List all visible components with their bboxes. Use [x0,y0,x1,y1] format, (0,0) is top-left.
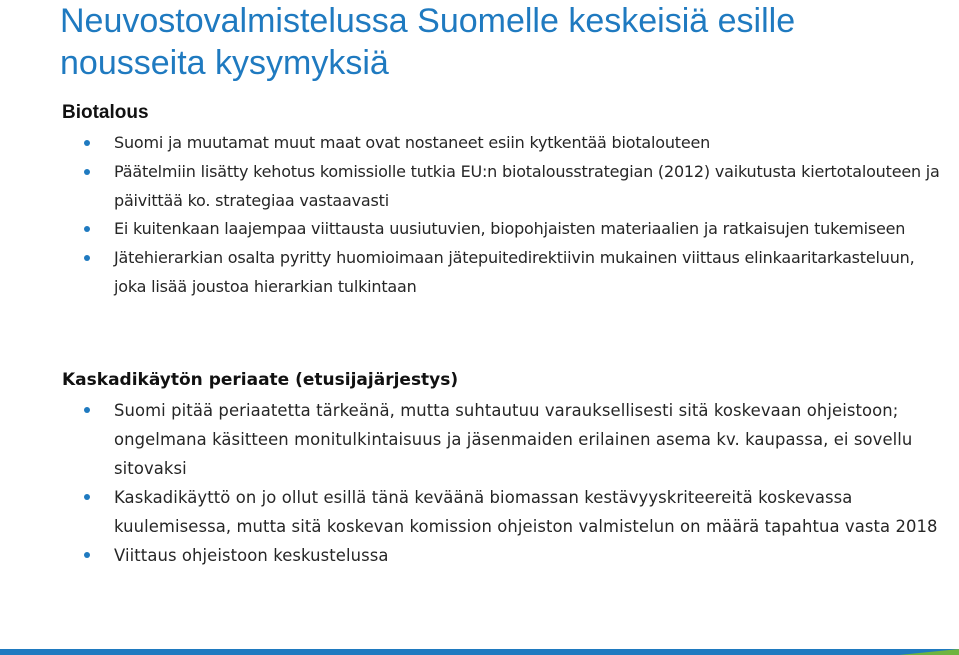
bullet-list [62,396,942,570]
list-item [62,244,942,302]
list-item [62,215,942,244]
bullet-dot-icon [84,552,90,558]
bullet-text: Jätehierarkian osalta pyritty huomioimaan jätepuitedirektiivin mukainen viittaus elinkaaritarkasteluun, joka lisää joustoa hierarkian tulkintaan [114,248,915,296]
bullet-dot-icon [84,494,90,500]
section-heading: Biotalous [62,102,149,123]
section-kaskadikaytto [62,367,942,570]
section-biotalous [62,100,942,302]
bullet-text: Viittaus ohjeistoon keskustelussa [114,546,389,565]
bullet-text: Suomi ja muutamat muut maat ovat nostaneet esiin kytkentää biotalouteen [114,133,711,152]
section-heading: Kaskadikäytön periaate (etusijajärjestys) [62,370,459,390]
bullet-text: Suomi pitää periaatetta tärkeänä, mutta suhtautuu varauksellisesti sitä koskevaan ohjeistoon; ongelmana käsitteen monitulkintaisuus ja jäsenmaiden erilainen asema kv. kaupassa, ei sovellu sitovaksi [114,401,913,478]
list-item [62,129,942,158]
list-item [62,483,942,541]
bullet-text: Päätelmiin lisätty kehotus komissiolle tutkia EU:n biotalousstrategian (2012) vaikutusta kiertotalouteen ja päivittää ko. strategiaa vastaavasti [114,161,940,210]
list-item [62,396,942,483]
list-item [62,158,942,216]
bullet-dot-icon [84,407,90,413]
bullet-dot-icon [84,169,90,175]
bullet-dot-icon [84,140,90,146]
footer-accent-stripe [899,649,959,655]
bullet-dot-icon [84,255,90,261]
bullet-list [62,129,942,302]
bullet-text: Kaskadikäyttö on jo ollut esillä tänä keväänä biomassan kestävyyskriteereitä koskevassa kuulemisessa, mutta sitä koskevan komission ohjeiston valmistelun on määrä tapahtua vasta 2018 [114,488,938,536]
slide-title: Neuvostovalmistelussa Suomelle keskeisiä esille nousseita kysymyksiä [60,2,796,82]
footer-accent-bar [0,649,959,655]
bullet-text: Ei kuitenkaan laajempaa viittausta uusiutuvien, biopohjaisten materiaalien ja ratkaisujen tukemiseen [114,219,906,239]
list-item [62,541,942,570]
bullet-dot-icon [84,226,90,232]
